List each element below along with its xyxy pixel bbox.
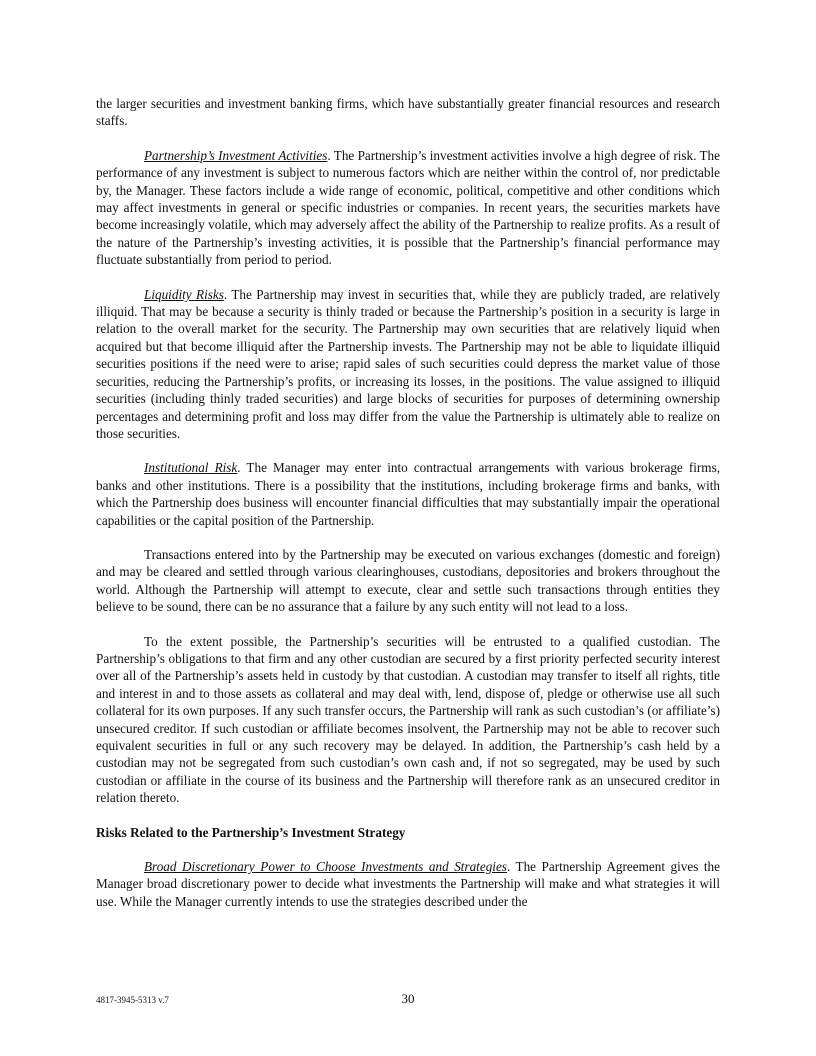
paragraph-lead: Broad Discretionary Power to Choose Investments and Strategies	[144, 859, 507, 875]
footer-document-id: 4817-3945-5313 v.7	[96, 995, 169, 1005]
paragraph-lead: Liquidity Risks	[144, 286, 224, 302]
paragraph-investment-activities	[96, 147, 720, 269]
paragraph-text: To the extent possible, the Partnership’s securities will be entrusted to a qualified custodian. The Partnership’s obligations to that firm and any other custodian are secured by a first priority perfected security interest over all of the Partnership’s assets held in custody by that custodian. A custodian may transfer to itself all rights, title and interest in and to those assets as collateral and may deal with, lend, dispose of, pledge or otherwise use all such collateral for its own purposes. If any such transfer occurs, the Partnership will rank as such custodian’s (or affiliate’s) unsecured creditor. If such custodian or affiliate becomes insolvent, the Partnership may not be able to recover such equivalent securities in full or any such recovery may be delayed. In addition, the Partnership’s cash held by a custodian may not be segregated from such custodian’s own cash and, if not so segregated, may be used by such custodian or affiliate in the course of its business and the Partnership will therefore rank as an unsecured creditor in relation thereto.	[96, 633, 720, 806]
paragraph-text: . The Partnership’s investment activities involve a high degree of risk. The performance of any investment is subject to numerous factors which are neither within the control of, nor predictable by, the Manager. These factors include a wide range of economic, political, competitive and other conditions which may affect investments in general or specific industries or companies. In recent years, the securities markets have become increasingly volatile, which may adversely affect the ability of the Partnership to realize profits. As a result of the nature of the Partnership’s investing activities, it is possible that the Partnership’s financial performance may fluctuate substantially from period to period.	[96, 147, 721, 268]
paragraph-transactions	[96, 546, 720, 616]
paragraph-text: . The Partnership may invest in securities that, while they are publicly traded, are relatively illiquid. That may be because a security is thinly traded or because the Partnership’s position in a security is large in relation to the overall market for the security. The Partnership may own securities that are relatively liquid when acquired but that become illiquid after the Partnership invests. The Partnership may not be able to liquidate illiquid securities positions if the need were to arise; rapid sales of such securities could depress the market value of those securities, reducing the Partnership’s profits, or increasing its losses, in the positions. The value assigned to illiquid securities (including thinly traded securities) and large blocks of securities for purposes of determining ownership percentages and determining profit and loss may differ from the value the Partnership is ultimately able to realize on those securities.	[96, 286, 720, 441]
paragraph-institutional-risk	[96, 459, 720, 529]
paragraph-text: Transactions entered into by the Partnership may be executed on various exchanges (domestic and foreign) and may be cleared and settled through various clearinghouses, custodians, depositories and brokers throughout the world. Although the Partnership will attempt to execute, clear and settle such transactions through entities they believe to be sound, there can be no assurance that a failure by any such entity will not lead to a loss.	[96, 546, 720, 615]
paragraph-continued	[96, 95, 720, 130]
paragraph-lead: Institutional Risk	[144, 460, 238, 476]
paragraph-text: . The Manager may enter into contractual arrangements with various brokerage firms, banks and other institutions. There is a possibility that the institutions, including brokerage firms and banks, with which the Partnership does business will encounter financial difficulties that may substantially impair the operational capabilities or the capital position of the Partnership.	[96, 460, 720, 528]
paragraph-liquidity-risks	[96, 286, 720, 443]
document-body	[96, 95, 720, 927]
paragraph-discretionary-power	[96, 858, 720, 910]
footer-page-number: 30	[401, 991, 415, 1006]
paragraph-text: the larger securities and investment banking firms, which have substantially greater financial resources and research staffs.	[96, 96, 720, 129]
paragraph-custodian	[96, 633, 720, 807]
paragraph-lead: Partnership’s Investment Activities	[144, 147, 328, 163]
section-heading: Risks Related to the Partnership’s Investment Strategy	[96, 824, 406, 840]
paragraph-text: . The Partnership Agreement gives the Manager broad discretionary power to decide what investments the Partnership will make and what strategies it will use. While the Manager currently intends to use the strategies described under the	[96, 859, 720, 909]
